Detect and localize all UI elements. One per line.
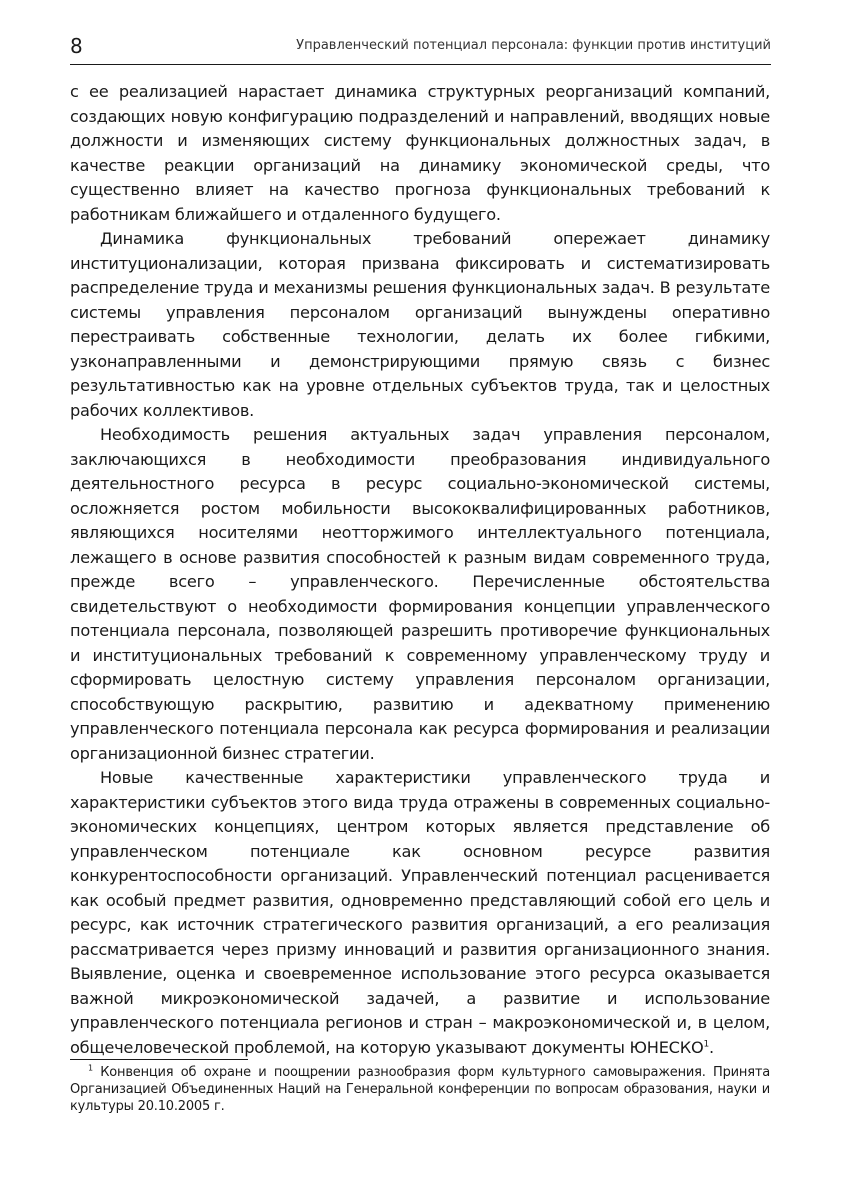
- page-header: [70, 34, 771, 65]
- body-text: [70, 80, 770, 1060]
- footnote-divider: [70, 1059, 248, 1060]
- paragraph-2: Динамика функциональных требований опережает динамику институционализации, которая призвана фиксировать и систематизировать распределение труда и механизмы решения функциональных задач. В результате системы управления персоналом организаций вынуждены оперативно перестраивать собственные технологии, делать их более гибкими, узконаправленными и демонстрирующими прямую связь с бизнес результативностью как на уровне отдельных субъектов труда, так и целостных рабочих коллективов.: [70, 229, 770, 420]
- running-title: Управленческий потенциал персонала: функции против институций: [296, 38, 771, 53]
- paragraph-4-period: .: [708, 1037, 714, 1057]
- page-number: 8: [70, 34, 83, 58]
- footnote-reference[interactable]: 1: [703, 1039, 709, 1050]
- paragraph-4: [70, 766, 770, 1060]
- footnote: [70, 1064, 770, 1115]
- paragraph-4-text: Новые качественные характеристики управленческого труда и характеристики субъектов этого вида труда отражены в современных социально-экономических концепциях, центром которых является представление об управленческом потенциале как основном ресурсе развития конкурентоспособности организаций. Управленческий потенциал расценивается как особый предмет развития, одновременно представляющий собой его цель и ресурс, как источник стратегического развития организаций, а его реализация рассматривается через призму инноваций и развития организационного знания. Выявление, оценка и своевременное использование этого ресурса оказывается важной микроэкономической задачей, а развитие и использование управленческого потенциала регионов и стран – макроэкономической и, в целом, общечеловеческой проблемой, на которую указывают документы ЮНЕСКО: [70, 768, 770, 1057]
- footnote-text: Конвенция об охране и поощрении разнообразия форм культурного самовыражения. Принята Организацией Объединенных Наций на Генеральной конференции по вопросам образования, науки и культуры 20.10.2005 г.: [70, 1065, 770, 1114]
- paragraph-3: Необходимость решения актуальных задач управления персоналом, заключающихся в необходимости преобразования индивидуального деятельностного ресурса в ресурс социально-экономической системы, осложняется ростом мобильности высококвалифицированных работников, являющихся носителями неотторжимого интеллектуального потенциала, лежащего в основе развития способностей к разным видам современного труда, прежде всего – управленческого. Перечисленные обстоятельства свидетельствуют о необходимости формирования концепции управленческого потенциала персонала, позволяющей разрешить противоречие функциональных и институциональных требований к современному управленческому труду и сформировать целостную систему управления персоналом организации, способствующую раскрытию, развитию и адекватному применению управленческого потенциала персонала как ресурса формирования и реализации организационной бизнес стратегии.: [70, 425, 770, 763]
- paragraph-1: с ее реализацией нарастает динамика структурных реорганизаций компаний, создающих новую конфигурацию подразделений и направлений, вводящих новые должности и изменяющих систему функциональных должностных задач, в качестве реакции организаций на динамику экономической среды, что существенно влияет на качество прогноза функциональных требований к работникам ближайшего и отдаленного будущего.: [70, 82, 770, 224]
- footnote-marker: 1: [88, 1063, 93, 1073]
